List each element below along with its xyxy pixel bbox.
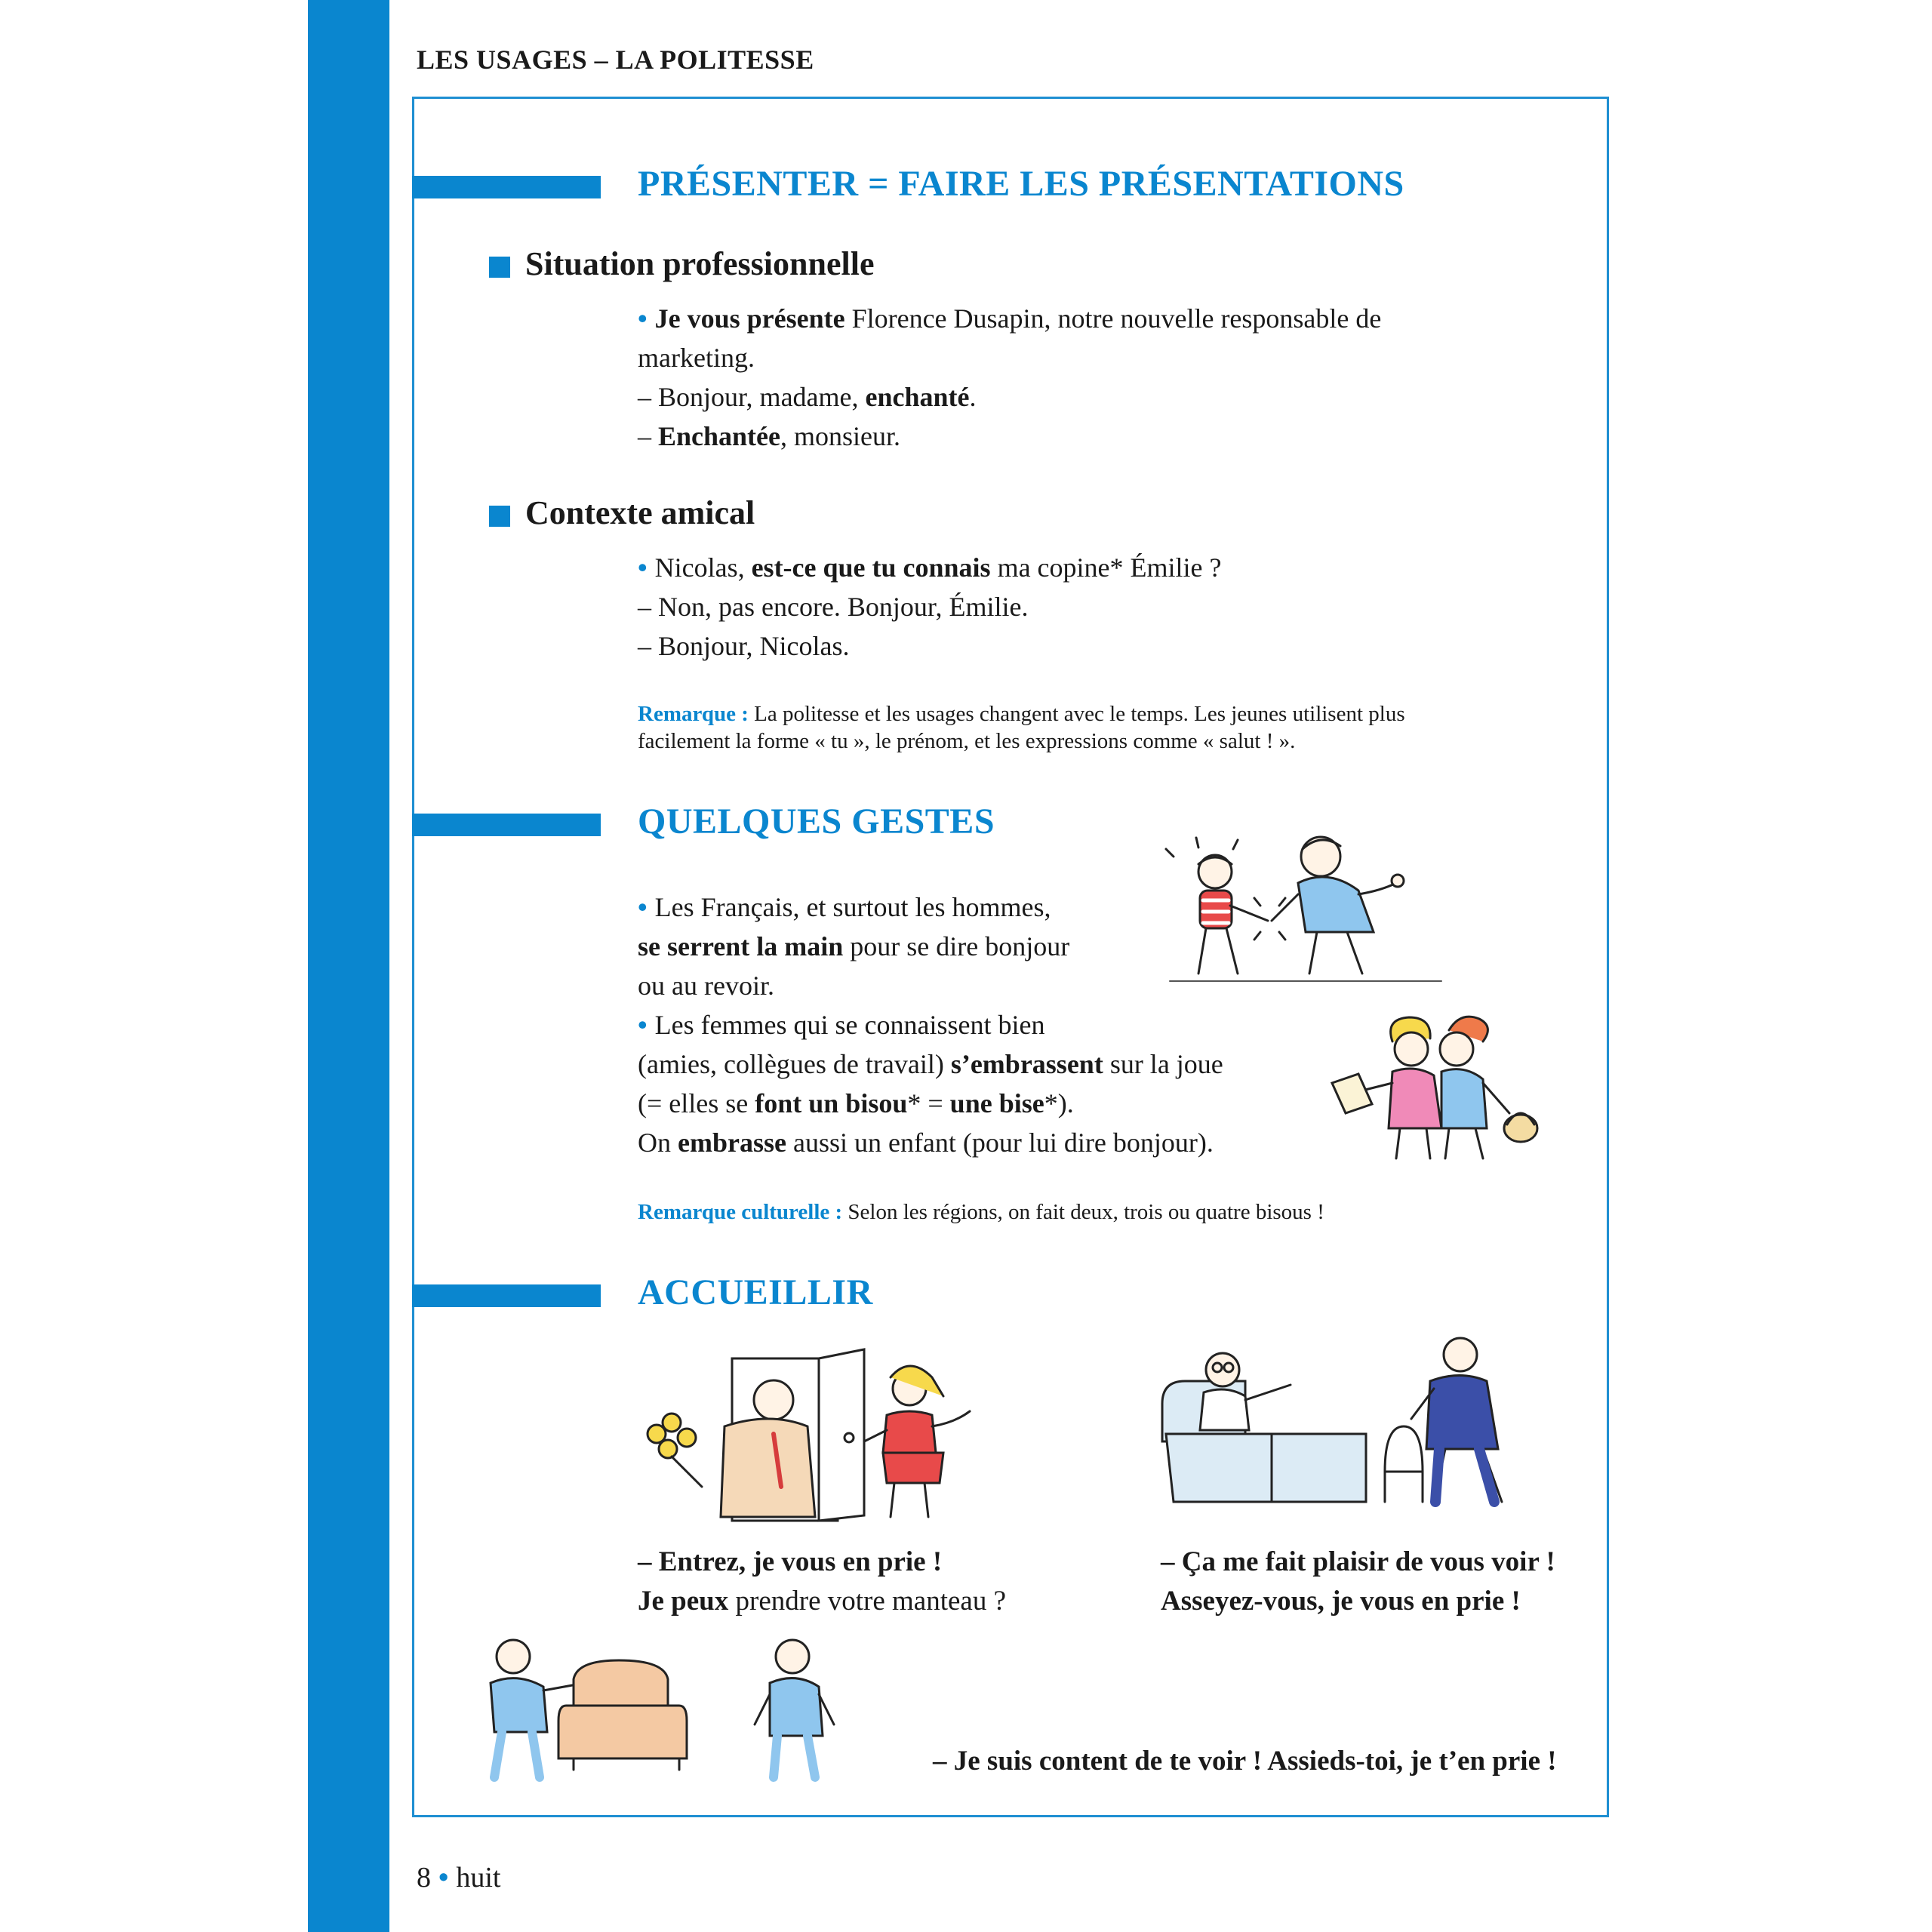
- gestures-text-line: • Les Français, et surtout les hommes,: [638, 892, 1051, 922]
- subheading-situation-professionnelle: Situation professionnelle: [525, 245, 875, 282]
- remark-continuation: facilement la forme « tu », le prénom, et les expressions comme « salut ! ».: [638, 729, 1296, 753]
- gestures-text-line: • Les femmes qui se connaissent bien: [638, 1010, 1045, 1040]
- handshake-illustration: [1155, 834, 1457, 992]
- bullet-dot-icon: •: [638, 1010, 648, 1040]
- gestures-text-line: (amies, collègues de travail) s’embrassent sur la joue: [638, 1049, 1223, 1079]
- bullet-dot-icon: •: [638, 303, 648, 334]
- square-bullet-icon: [489, 506, 510, 527]
- remark-label: Remarque culturelle :: [638, 1200, 843, 1224]
- kiss-greeting-illustration: [1317, 1015, 1574, 1166]
- armchair-line: – Je suis content de te voir ! Assieds-toi, je t’en prie !: [933, 1746, 1557, 1777]
- dialog-line: – Bonjour, madame, enchanté.: [638, 382, 977, 412]
- dialog-line: – Bonjour, Nicolas.: [638, 631, 850, 661]
- gestures-text-line: (= elles se font un bisou* = une bise*).: [638, 1088, 1074, 1118]
- section-title-presenter: PRÉSENTER = FAIRE LES PRÉSENTATIONS: [638, 164, 1404, 204]
- remark: Remarque : La politesse et les usages changent avec le temps. Les jeunes utilisent plus: [638, 702, 1405, 726]
- left-color-band: [308, 0, 389, 1932]
- welcome-line: Je peux prendre votre manteau ?: [638, 1586, 1007, 1617]
- running-title: LES USAGES – LA POLITESSE: [417, 45, 814, 75]
- dialog-line: – Enchantée, monsieur.: [638, 421, 900, 451]
- gestures-text-line: se serrent la main pour se dire bonjour: [638, 931, 1070, 961]
- office-line: Asseyez-vous, je vous en prie !: [1161, 1586, 1521, 1617]
- section-title-accueillir: ACCUEILLIR: [638, 1272, 873, 1312]
- gestures-text-line: ou au revoir.: [638, 971, 774, 1001]
- page-number: 8 • huit: [417, 1862, 501, 1894]
- section-bar-accueillir: [412, 1284, 601, 1307]
- square-bullet-icon: [489, 257, 510, 278]
- section-title-gestes: QUELQUES GESTES: [638, 801, 995, 841]
- welcome-line: – Entrez, je vous en prie !: [638, 1546, 943, 1577]
- office-line: – Ça me fait plaisir de vous voir !: [1161, 1546, 1555, 1577]
- section-bar-presenter: [412, 176, 601, 198]
- office-welcome-illustration: [1158, 1336, 1551, 1524]
- welcome-door-illustration: [626, 1343, 996, 1524]
- armchair-invitation-illustration: [460, 1634, 868, 1785]
- bullet-dot-icon: •: [638, 552, 648, 583]
- gestures-text-line: On embrasse aussi un enfant (pour lui dire bonjour).: [638, 1128, 1214, 1158]
- section-bar-gestes: [412, 814, 601, 836]
- bullet-dot-icon: •: [638, 892, 648, 922]
- dialog-line: • Je vous présente Florence Dusapin, notre nouvelle responsable de: [638, 303, 1382, 334]
- cultural-remark: Remarque culturelle : Selon les régions, on fait deux, trois ou quatre bisous !: [638, 1200, 1324, 1224]
- bullet-dot-icon: •: [438, 1862, 449, 1894]
- dialog-line: • Nicolas, est-ce que tu connais ma copine* Émilie ?: [638, 552, 1222, 583]
- remark-label: Remarque :: [638, 702, 749, 726]
- subheading-contexte-amical: Contexte amical: [525, 494, 755, 531]
- dialog-line: marketing.: [638, 343, 755, 373]
- dialog-line: – Non, pas encore. Bonjour, Émilie.: [638, 592, 1029, 622]
